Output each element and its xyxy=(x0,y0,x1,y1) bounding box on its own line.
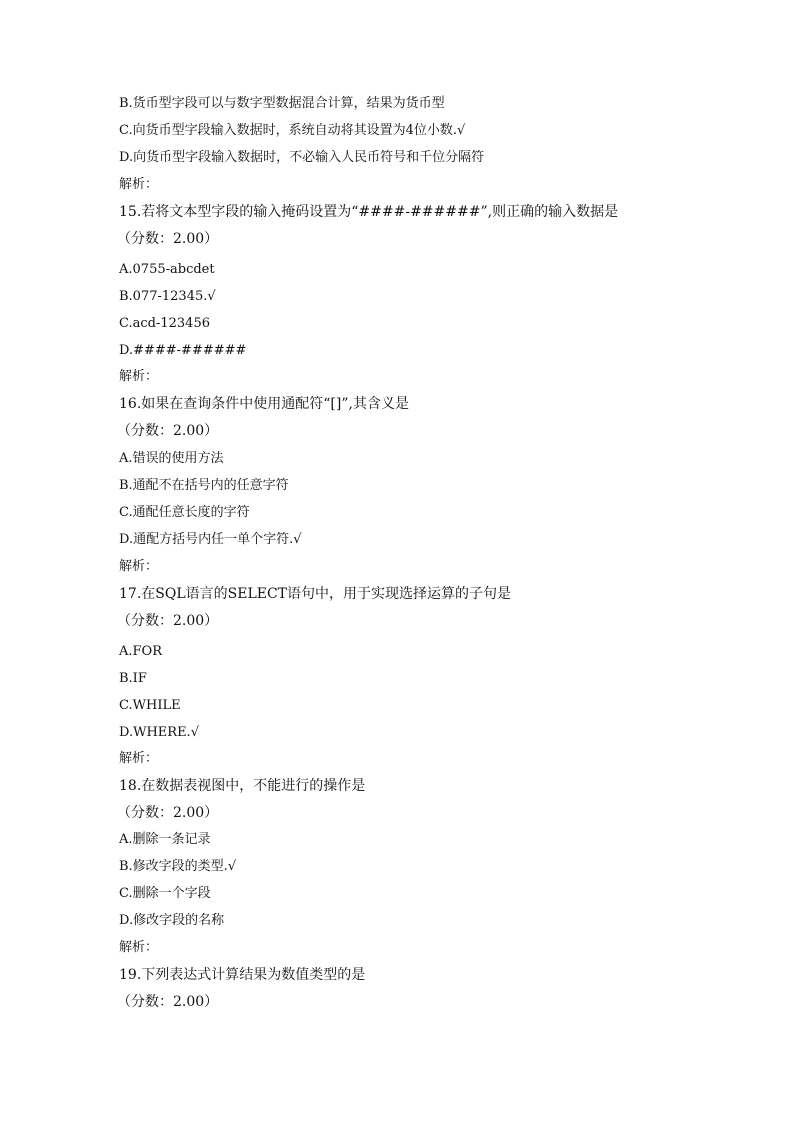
question-16: 16.如果在查询条件中使用通配符“[]”,其含义是 xyxy=(119,396,409,412)
option-d-15: D.####-###### xyxy=(119,343,247,358)
question-15: 15.若将文本型字段的输入掩码设置为“####-######”,则正确的输入数据是 xyxy=(119,204,619,220)
option-b-18: B.修改字段的类型.√ xyxy=(119,859,237,874)
option-c-17: C.WHILE xyxy=(119,698,181,713)
score-19: （分数：2.00） xyxy=(117,994,219,1010)
option-c-14: C.向货币型字段输入数据时，系统自动将其设置为4位小数.√ xyxy=(119,123,466,138)
option-c-18: C.删除一个字段 xyxy=(119,886,211,901)
question-17: 17.在SQL语言的SELECT语句中，用于实现选择运算的子句是 xyxy=(119,586,512,602)
analysis-label-14: 解析： xyxy=(119,177,159,192)
option-a-16: A.错误的使用方法 xyxy=(119,451,224,466)
question-19: 19.下列表达式计算结果为数值类型的是 xyxy=(119,967,366,983)
option-d-16: D.通配方括号内任一单个字符.√ xyxy=(119,532,302,547)
analysis-label-18: 解析： xyxy=(119,940,159,955)
option-d-14: D.向货币型字段输入数据时，不必输入人民币符号和千位分隔符 xyxy=(119,150,485,165)
option-d-18: D.修改字段的名称 xyxy=(119,913,225,928)
score-16: （分数：2.00） xyxy=(117,423,219,439)
score-15: （分数：2.00） xyxy=(117,231,219,247)
analysis-label-15: 解析： xyxy=(119,369,159,384)
analysis-label-16: 解析： xyxy=(119,559,159,574)
option-c-15: C.acd-123456 xyxy=(119,316,210,331)
option-a-18: A.删除一条记录 xyxy=(119,832,211,847)
option-b-17: B.IF xyxy=(119,671,147,686)
question-18: 18.在数据表视图中，不能进行的操作是 xyxy=(119,778,366,794)
option-d-17: D.WHERE.√ xyxy=(119,725,199,740)
option-a-15: A.0755-abcdet xyxy=(119,262,215,277)
score-18: （分数：2.00） xyxy=(117,805,219,821)
analysis-label-17: 解析： xyxy=(119,751,159,766)
option-b-15: B.077-12345.√ xyxy=(119,289,216,304)
score-17: （分数：2.00） xyxy=(117,613,219,629)
option-a-17: A.FOR xyxy=(119,644,162,659)
option-c-16: C.通配任意长度的字符 xyxy=(119,505,250,520)
option-b-16: B.通配不在括号内的任意字符 xyxy=(119,478,289,493)
option-b-14: B.货币型字段可以与数字型数据混合计算，结果为货币型 xyxy=(119,96,445,111)
